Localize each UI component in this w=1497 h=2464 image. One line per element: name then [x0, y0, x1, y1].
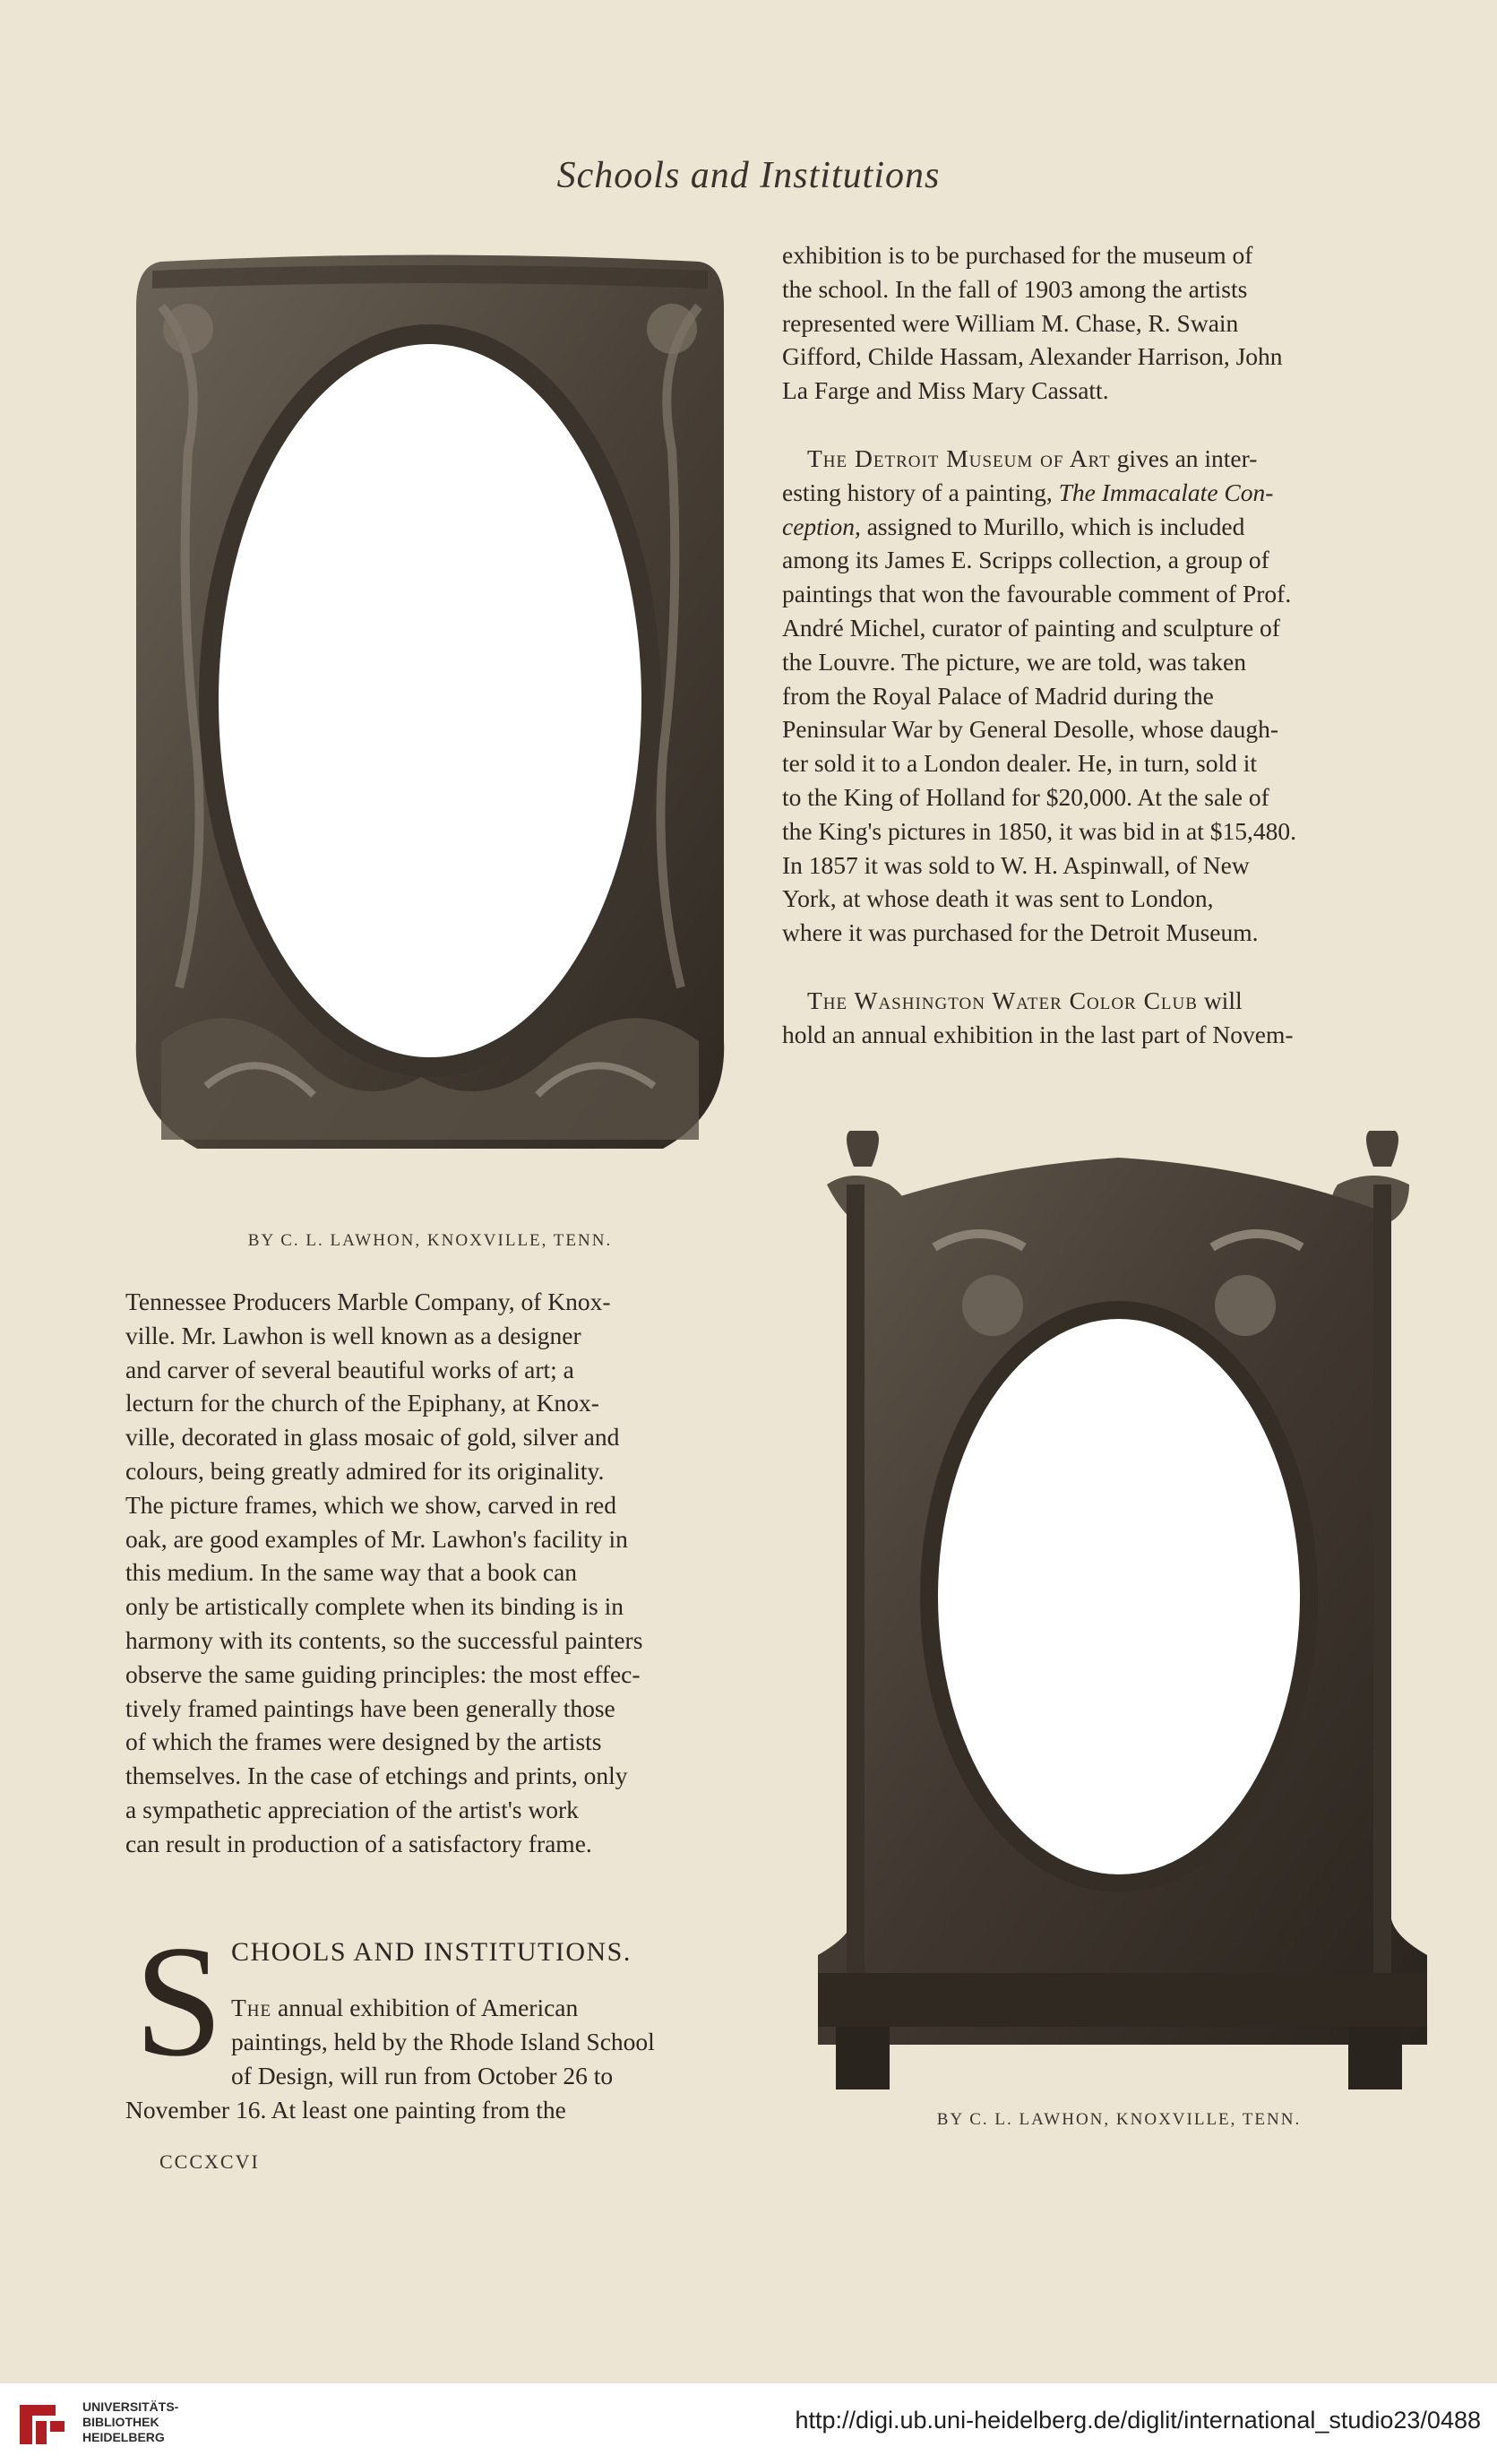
text-line: tively framed paintings have been generally those	[125, 1693, 615, 1722]
library-name-line: BIBLIOTHEK	[82, 2415, 159, 2429]
text-line: a sympathetic appreciation of the artist's work	[125, 1795, 579, 1823]
section-line-full	[125, 2093, 753, 2127]
carved-frame-right-image	[800, 1131, 1438, 2094]
text-line: represented were William M. Chase, R. Swain	[782, 308, 1239, 337]
source-url-link[interactable]: http://digi.ub.uni-heidelberg.de/diglit/international_studio23/0488	[795, 2407, 1481, 2434]
text-line: esting history of a painting,	[782, 478, 1053, 506]
drop-cap: S	[134, 1912, 223, 2089]
text-line: this medium. In the same way that a book can	[125, 1558, 578, 1587]
text-line: The picture frames, which we show, carved in red	[125, 1490, 616, 1519]
lead-small-caps: The	[231, 1994, 272, 2021]
paragraph-washington-club	[782, 984, 1402, 1052]
painting-title: The Immacalate Con-	[1058, 478, 1274, 506]
section-schools-and-institutions	[125, 1912, 753, 2149]
text-line: November 16. At least one painting from the	[125, 2096, 566, 2124]
text-line: lecturn for the church of the Epiphany, at Knox-	[125, 1389, 599, 1417]
text-line: harmony with its contents, so the successful painters	[125, 1625, 643, 1654]
text-line: ville, decorated in glass mosaic of gold, silver and	[125, 1423, 620, 1452]
text-line: the school. In the fall of 1903 among the artists	[782, 274, 1248, 303]
digitization-footer	[0, 2383, 1497, 2464]
library-name	[82, 2399, 178, 2445]
text-line: of which the frames were designed by the artists	[125, 1727, 602, 1756]
caption-right: BY C. L. LAWHON, KNOXVILLE, TENN.	[936, 2110, 1302, 2129]
text-line: Peninsular War by General Desolle, whose daugh-	[782, 715, 1279, 744]
text-line: oak, are good examples of Mr. Lawhon's facility in	[125, 1524, 628, 1553]
caption-left: BY C. L. LAWHON, KNOXVILLE, TENN.	[247, 1231, 613, 1250]
text-line: to the King of Holland for $20,000. At the sale of	[782, 782, 1269, 811]
lead-small-caps: The Detroit Museum of Art	[807, 444, 1111, 472]
lead-small-caps: The Washington Water Color Club	[807, 986, 1198, 1014]
text-line: the King's pictures in 1850, it was bid in at $15,480.	[782, 816, 1296, 845]
text-line: Tennessee Producers Marble Company, of Knox-	[125, 1288, 611, 1315]
section-lines-indented	[231, 1991, 753, 2092]
library-logo-icon	[16, 2398, 70, 2451]
text-line: La Farge and Miss Mary Cassatt.	[782, 376, 1109, 405]
text-line: In 1857 it was sold to W. H. Aspinwall, of New	[782, 850, 1250, 879]
left-column	[125, 1285, 753, 1861]
library-name-line: HEIDELBERG	[82, 2430, 165, 2444]
text-line: will	[1203, 986, 1243, 1014]
text-line: André Michel, curator of painting and sculpture of	[782, 613, 1280, 642]
text-line: exhibition is to be purchased for the museum of	[782, 241, 1253, 269]
text-line: can result in production of a satisfactory frame.	[125, 1829, 592, 1857]
text-line: only be artistically complete when its binding is in	[125, 1592, 624, 1621]
text-line: where it was purchased for the Detroit Museum.	[782, 918, 1259, 947]
text-line: ter sold it to a London dealer. He, in turn, sold it	[782, 749, 1258, 778]
text-line: paintings, held by the Rhode Island School	[231, 2027, 655, 2055]
text-line: gives an inter-	[1116, 444, 1258, 472]
running-title: Schools and Institutions	[556, 155, 941, 196]
text-line: York, at whose death it was sent to London,	[782, 884, 1214, 913]
paragraph-continuation	[782, 238, 1402, 408]
text-line: of Design, will run from October 26 to	[231, 2061, 614, 2089]
text-line: annual exhibition of American	[278, 1994, 579, 2021]
text-line: colours, being greatly admired for its originality.	[125, 1456, 605, 1485]
section-heading: CHOOLS AND INSTITUTIONS.	[231, 1937, 632, 1967]
text-line: Gifford, Childe Hassam, Alexander Harrison, John	[782, 342, 1283, 371]
library-name-line: UNIVERSITÄTS-	[82, 2399, 179, 2414]
page-number: CCCXCVI	[159, 2150, 260, 2173]
text-line: among its James E. Scripps collection, a group of	[782, 546, 1269, 574]
text-line: paintings that won the favourable comment of Prof.	[782, 580, 1292, 608]
painting-title: ception,	[782, 512, 861, 540]
right-column	[782, 238, 1402, 1052]
paragraph-detroit-museum	[782, 442, 1402, 950]
text-line: themselves. In the case of etchings and prints, only	[125, 1762, 628, 1790]
text-line: hold an annual exhibition in the last part of Novem-	[782, 1020, 1294, 1048]
frame-photo-left	[125, 253, 735, 1185]
frame-photo-right	[800, 1131, 1438, 2094]
carved-frame-left-image	[125, 253, 735, 1185]
text-line: observe the same guiding principles: the most effec-	[125, 1659, 641, 1688]
text-line: and carver of several beautiful works of art; a	[125, 1355, 574, 1383]
text-line: the Louvre. The picture, we are told, was taken	[782, 647, 1246, 676]
text-line: assigned to Murillo, which is included	[866, 512, 1245, 540]
text-line: ville. Mr. Lawhon is well known as a designer	[125, 1321, 581, 1349]
paragraph-lawhon	[125, 1285, 753, 1861]
text-line: from the Royal Palace of Madrid during the	[782, 681, 1214, 710]
